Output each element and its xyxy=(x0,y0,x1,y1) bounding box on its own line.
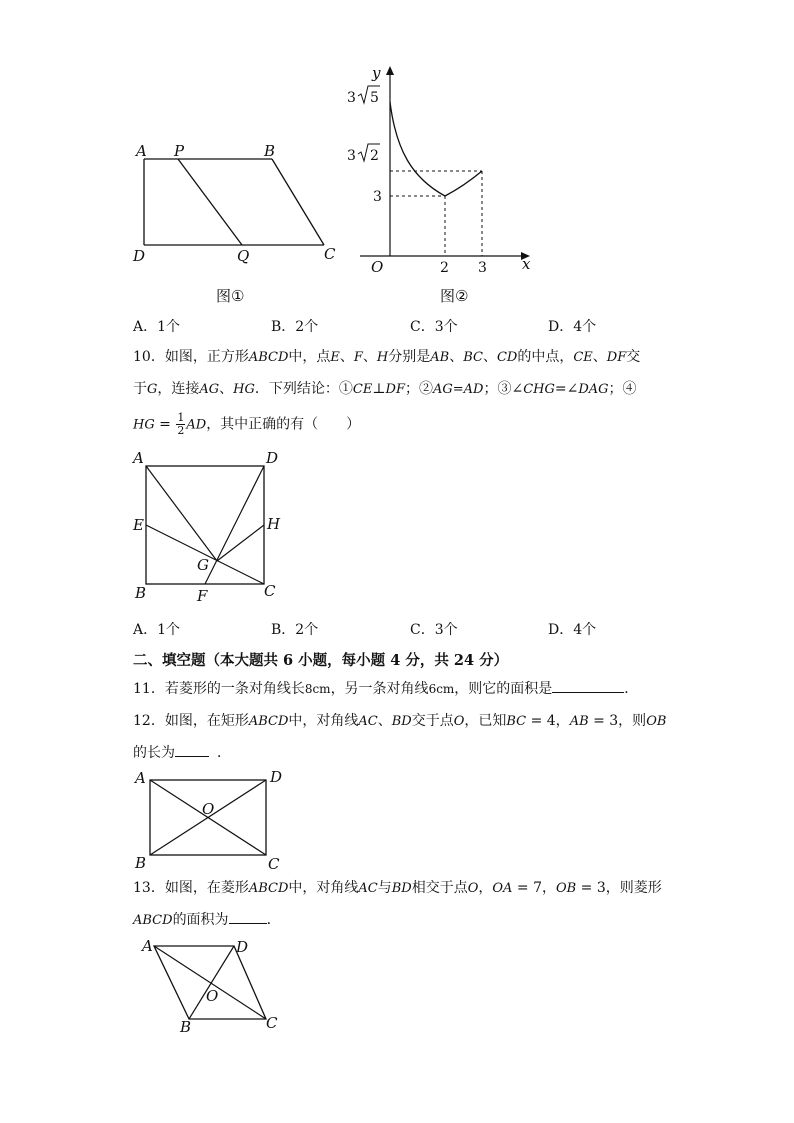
segment-CE xyxy=(146,525,264,584)
q10-figure-square xyxy=(125,448,295,608)
q13-line-1: 13．如图，在菱形ABCD中，对角线AC与BD相交于点O，OA = 7，OB = 3，则菱形 xyxy=(133,880,662,896)
q10-option-d: D．4个 xyxy=(548,622,597,638)
label-O: O xyxy=(206,987,219,1005)
segment-PQ xyxy=(178,159,242,245)
function-curve xyxy=(390,102,482,196)
q9-option-a: A．1个 xyxy=(133,319,181,335)
label-E: E xyxy=(133,516,144,534)
tick-3sqrt2-radicand: 2 xyxy=(370,148,379,164)
label-P: P xyxy=(174,142,185,160)
label-C: C xyxy=(268,855,280,873)
q13-answer-blank[interactable] xyxy=(229,909,267,924)
diagonal-BD xyxy=(189,946,234,1019)
y-axis-label: y xyxy=(372,64,381,82)
q9-figure-2 xyxy=(340,60,540,290)
label-D: D xyxy=(236,938,249,956)
label-H: H xyxy=(267,515,281,533)
segment-BC xyxy=(272,159,324,245)
q12-line-1: 12．如图，在矩形ABCD中，对角线AC、BD交于点O，已知BC = 4，AB = 3，则OB xyxy=(133,713,667,729)
label-G: G xyxy=(197,556,209,574)
segment-DF xyxy=(205,466,264,584)
q11-text: 11．若菱形的一条对角线长8cm，另一条对角线6cm，则它的面积是 ． xyxy=(133,678,638,700)
tick-3sqrt2-coef: 3 xyxy=(347,148,356,164)
label-B: B xyxy=(135,854,147,872)
q12-line-2: 的长为 ． xyxy=(133,742,231,764)
fraction-one-half: $\frac{1}{2}$ xyxy=(177,411,185,437)
segment-AG xyxy=(146,466,217,561)
section-title: 二、填空题（本大题共 6 小题，每小题 4 分，共 24 分） xyxy=(133,652,509,669)
q10-option-c: C．3个 xyxy=(410,622,458,638)
label-C: C xyxy=(266,1014,278,1032)
tick-3sqrt5-radicand: 5 xyxy=(370,90,379,106)
q9-figure-2-caption: 图② xyxy=(440,287,469,305)
label-D: D xyxy=(270,768,283,786)
label-F: F xyxy=(197,587,208,605)
x-axis-label: x xyxy=(522,255,531,273)
q10-line-3: HG = $\frac{1}{2}$ AD，其中正确的有（ ） xyxy=(133,411,361,437)
q9-option-b: B．2个 xyxy=(271,319,319,335)
q10-line-1: 10．如图，正方形ABCD中，点E、F、H分别是AB、BC、CD的中点，CE、DF交 xyxy=(133,349,641,365)
q10-option-a: A．1个 xyxy=(133,622,181,638)
label-D: D xyxy=(266,449,279,467)
label-A: A xyxy=(135,769,146,787)
x-tick-2: 2 xyxy=(440,260,449,276)
label-A: A xyxy=(136,142,147,160)
q10-line-2: 于G，连接AG、HG．下列结论：①CE⊥DF；②AG=AD；③∠CHG=∠DAG；④ xyxy=(133,381,637,397)
label-B: B xyxy=(264,142,276,160)
tick-3: 3 xyxy=(373,189,382,205)
label-A: A xyxy=(142,937,153,955)
label-B: B xyxy=(180,1018,192,1036)
label-C: C xyxy=(264,582,276,600)
q9-option-d: D．4个 xyxy=(548,319,597,335)
y-axis-arrow xyxy=(386,66,394,75)
label-C: C xyxy=(324,245,336,263)
q9-figure-1-caption: 图① xyxy=(216,287,245,305)
label-Q: Q xyxy=(237,247,250,265)
q12-answer-blank[interactable] xyxy=(175,742,209,757)
q9-option-c: C．3个 xyxy=(410,319,458,335)
q13-line-2: ABCD的面积为 ． xyxy=(133,909,281,932)
q10-option-b: B．2个 xyxy=(271,622,319,638)
segment-HG xyxy=(217,525,264,561)
x-tick-3: 3 xyxy=(478,260,487,276)
label-A: A xyxy=(133,449,144,467)
label-O: O xyxy=(202,800,215,818)
q11-answer-blank[interactable] xyxy=(552,678,624,693)
q13-figure-rhombus xyxy=(135,935,295,1035)
label-B: B xyxy=(135,584,147,602)
q12-figure-rectangle xyxy=(125,765,295,875)
origin-label: O xyxy=(371,258,384,276)
label-D: D xyxy=(133,247,146,265)
tick-3sqrt5-coef: 3 xyxy=(347,90,356,106)
